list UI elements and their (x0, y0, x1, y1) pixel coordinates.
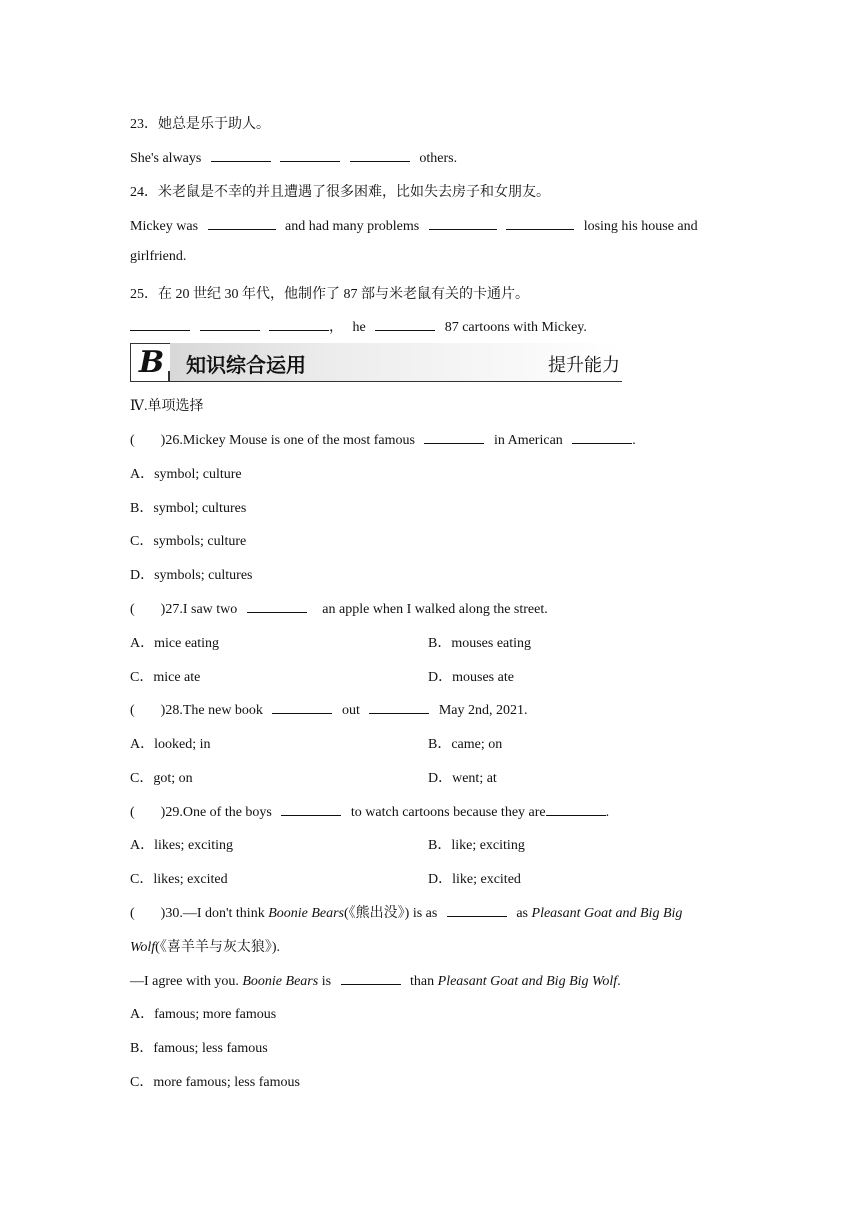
q28-option-c[interactable]: C．got; on (130, 771, 193, 786)
q27-paren-open: ( (130, 602, 135, 617)
q30-option-c[interactable]: C．more famous; less famous (130, 1075, 300, 1090)
q29-option-a[interactable]: A．likes; exciting (130, 838, 234, 853)
q27-blank-1[interactable] (247, 598, 307, 613)
q28-stem (130, 699, 528, 719)
banner-tick (168, 371, 170, 381)
q30-paren-open: ( (130, 906, 135, 921)
q23-blank-2[interactable] (280, 147, 340, 162)
q28-paren-open: ( (130, 703, 135, 718)
q23-blank-3[interactable] (350, 147, 410, 162)
q26-blank-1[interactable] (424, 429, 484, 444)
q25-blank-1[interactable] (130, 316, 190, 331)
q28-stem-b: out (341, 703, 360, 718)
q30-stem-cont (130, 936, 280, 956)
q29-blank-1[interactable] (281, 801, 341, 816)
q29-blank-2[interactable] (546, 801, 606, 816)
q29-paren-open: ( (130, 805, 135, 820)
q30-cn-2: (《喜羊羊与灰太狼》). (155, 940, 280, 955)
q30-option-a[interactable]: A．famous; more famous (130, 1007, 277, 1022)
q30-stem-a: )30.—I don't think (160, 906, 265, 921)
q30-title-boonie: Boonie Bears (268, 906, 345, 921)
q25-blank-4[interactable] (375, 316, 435, 331)
q25-text-he: he (352, 320, 366, 335)
q30-stem (130, 902, 682, 922)
q27-option-a[interactable]: A．mice eating (130, 636, 220, 651)
q26-option-a[interactable]: A．symbol; culture (130, 467, 242, 482)
q30-response-boonie: Boonie Bears (242, 974, 319, 989)
q25-text-post: 87 cartoons with Mickey. (444, 320, 587, 335)
q23-text-pre: She's always (130, 151, 202, 166)
q24-english (130, 215, 698, 235)
q29-option-c[interactable]: C．likes; excited (130, 872, 228, 887)
banner-logo (130, 343, 170, 381)
q28-blank-1[interactable] (272, 699, 332, 714)
q24-text-3: losing his house and (583, 219, 698, 234)
q30-response-than: than (410, 974, 435, 989)
section-heading: Ⅳ.单项选择 (130, 399, 204, 414)
q24-blank-2[interactable] (429, 215, 497, 230)
q26-option-b[interactable]: B．symbol; cultures (130, 501, 247, 516)
q28-stem-c: May 2nd, 2021. (438, 703, 528, 718)
q23-text-post: others. (419, 151, 458, 166)
q30-title-wolf: Wolf (130, 940, 156, 955)
q30-response-a: —I agree with you. (130, 974, 239, 989)
q29-stem-b: to watch cartoons because they are (350, 805, 546, 820)
q27-stem-a: )27.I saw two (160, 602, 238, 617)
q23-blank-1[interactable] (211, 147, 271, 162)
q29-stem (130, 801, 609, 821)
q27-option-c[interactable]: C．mice ate (130, 670, 201, 685)
q29-option-d[interactable]: D．like; excited (428, 872, 521, 887)
q30-title-pleasant: Pleasant Goat and Big Big (531, 906, 683, 921)
q25-blank-3[interactable] (269, 316, 329, 331)
q30-response-is: is (321, 974, 332, 989)
q26-option-c[interactable]: C．symbols; culture (130, 534, 247, 549)
q26-option-d[interactable]: D．symbols; cultures (130, 568, 253, 583)
q25-english (130, 316, 587, 336)
banner-title: 知识综合运用 (186, 353, 306, 377)
q26-stem-b: in American (493, 433, 563, 448)
q30-cn-1: (《熊出没》) is as (344, 906, 438, 921)
q27-stem (130, 598, 548, 618)
q24-chinese: 24．米老鼠是不幸的并且遭遇了很多困难，比如失去房子和女朋友。 (130, 185, 550, 200)
banner-tag: 提升能力 (548, 355, 620, 376)
q30-blank-1[interactable] (447, 902, 507, 917)
q30-as: as (516, 906, 529, 921)
q24-blank-1[interactable] (208, 215, 276, 230)
q24-text-2: and had many problems (285, 219, 420, 234)
q27-stem-b: an apple when I walked along the street. (322, 602, 548, 617)
q26-stem-c: . (632, 433, 636, 448)
section-banner (130, 343, 622, 382)
q25-chinese: 25．在 20 世纪 30 年代，他制作了 87 部与米老鼠有关的卡通片。 (130, 287, 529, 302)
q28-option-a[interactable]: A．looked; in (130, 737, 211, 752)
q30-response (130, 970, 621, 990)
q26-paren-open: ( (130, 433, 135, 448)
q25-blank-2[interactable] (200, 316, 260, 331)
q24-english-cont: girlfriend. (130, 249, 187, 264)
q29-stem-c: . (605, 805, 610, 820)
q28-option-b[interactable]: B．came; on (428, 737, 503, 752)
q27-option-d[interactable]: D．mouses ate (428, 670, 514, 685)
q29-option-b[interactable]: B．like; exciting (428, 838, 525, 853)
q23-english (130, 147, 457, 167)
q28-option-d[interactable]: D．went; at (428, 771, 497, 786)
q26-blank-2[interactable] (572, 429, 632, 444)
q30-option-b[interactable]: B．famous; less famous (130, 1041, 268, 1056)
q24-blank-3[interactable] (506, 215, 574, 230)
q26-stem (130, 429, 636, 449)
q28-blank-2[interactable] (369, 699, 429, 714)
q23-chinese: 23．她总是乐于助人。 (130, 117, 270, 132)
q30-response-pleasant: Pleasant Goat and Big Big Wolf (437, 974, 618, 989)
q30-blank-2[interactable] (341, 970, 401, 985)
q26-stem-a: )26.Mickey Mouse is one of the most famous (160, 433, 415, 448)
banner-logo-letter: B (138, 345, 163, 380)
q24-text-1: Mickey was (130, 219, 199, 234)
q25-comma: ， (329, 320, 343, 335)
q27-option-b[interactable]: B．mouses eating (428, 636, 532, 651)
q29-stem-a: )29.One of the boys (160, 805, 272, 820)
q30-response-end: . (617, 974, 621, 989)
q28-stem-a: )28.The new book (160, 703, 263, 718)
